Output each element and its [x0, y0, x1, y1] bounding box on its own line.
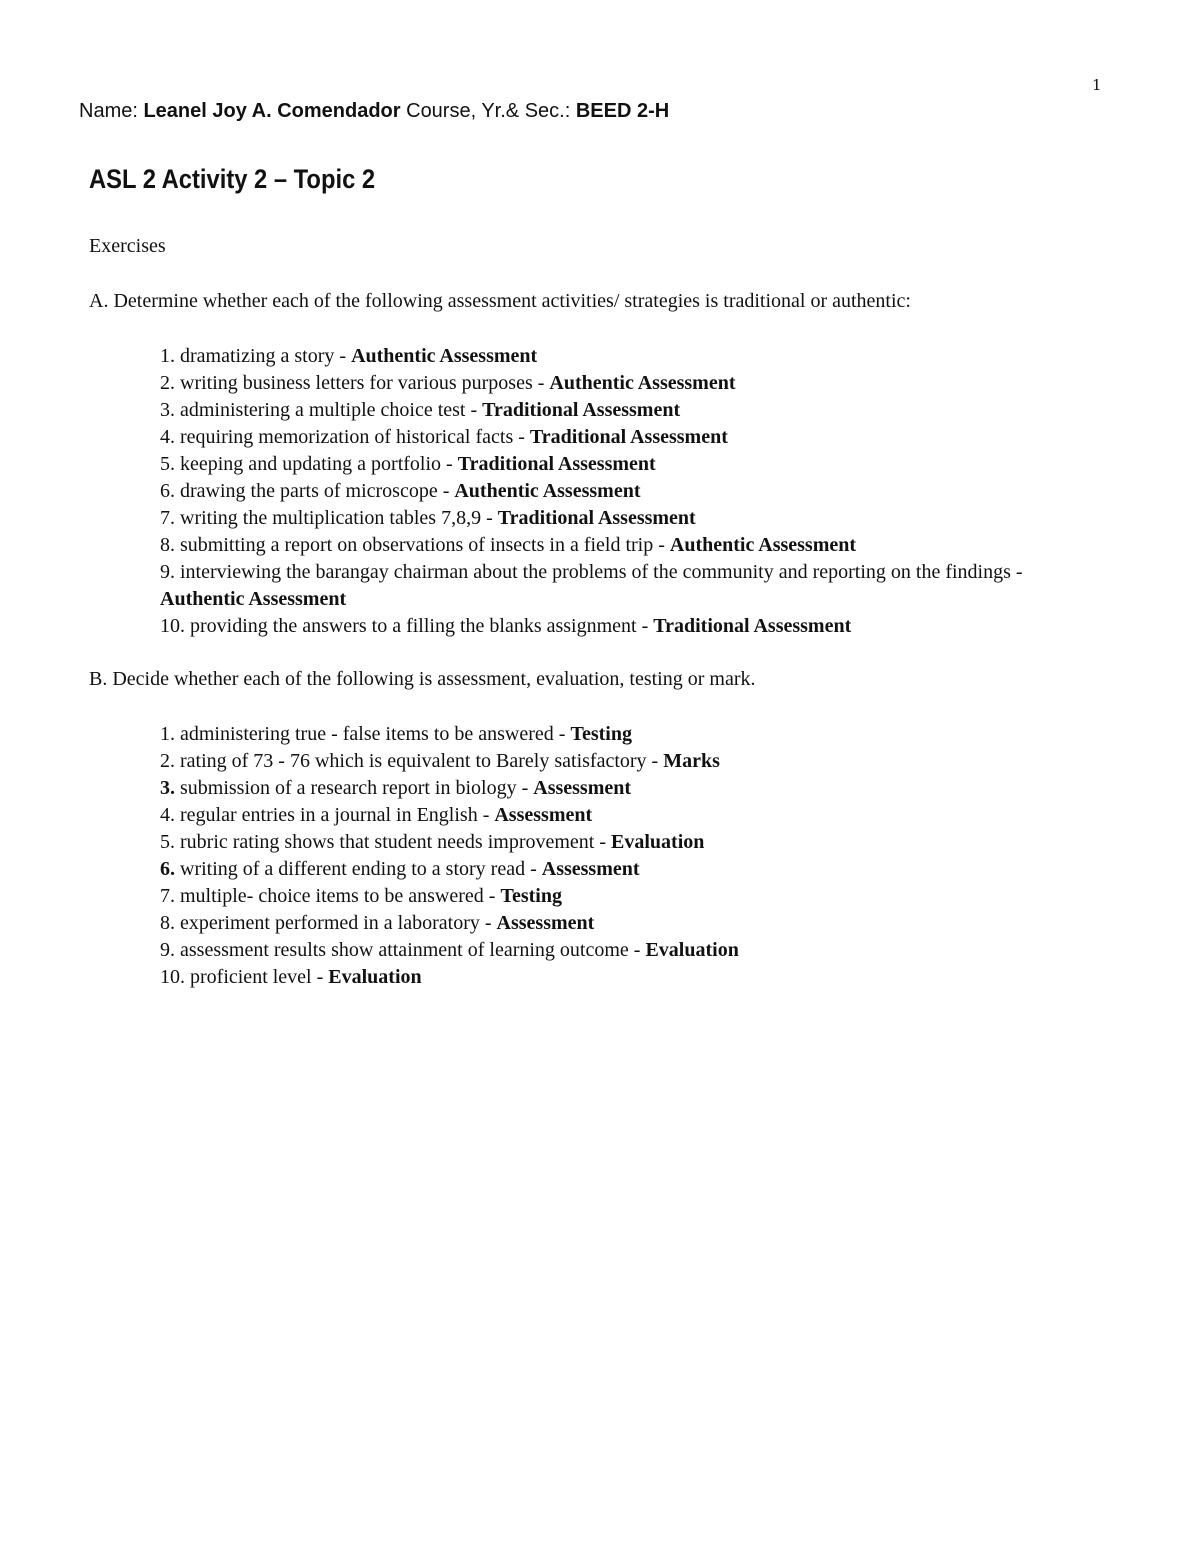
- item-text: writing business letters for various purposes -: [180, 372, 550, 394]
- item-answer: Authentic Assessment: [454, 480, 641, 502]
- item-number: 8.: [160, 912, 180, 934]
- item-text: administering true - false items to be answered -: [180, 723, 571, 745]
- section-a-list: [160, 343, 1100, 640]
- course-label: Course, Yr.& Sec.:: [400, 100, 576, 122]
- item-answer: Evaluation: [645, 939, 739, 961]
- item-answer: Traditional Assessment: [653, 615, 852, 637]
- item-text: submitting a report on observations of insects in a field trip -: [180, 534, 670, 556]
- item-number: 9.: [160, 939, 180, 961]
- list-item: [160, 910, 1100, 937]
- item-answer: Traditional Assessment: [497, 507, 696, 529]
- item-number: 2.: [160, 372, 180, 394]
- exercises-heading: Exercises: [89, 235, 166, 257]
- list-item: [160, 424, 1100, 451]
- section-b-prompt: B. Decide whether each of the following is assessment, evaluation, testing or mark.: [89, 668, 756, 690]
- item-answer: Testing: [570, 723, 632, 745]
- section-b-list: [160, 721, 1100, 991]
- list-item: [160, 775, 1100, 802]
- item-number: 5.: [160, 453, 180, 475]
- item-number: 7.: [160, 507, 180, 529]
- name-label: Name:: [79, 100, 144, 122]
- item-text: rating of 73 - 76 which is equivalent to Barely satisfactory -: [180, 750, 664, 772]
- item-text: writing of a different ending to a story read -: [180, 858, 542, 880]
- item-number: 6.: [160, 858, 180, 880]
- item-number: 8.: [160, 534, 180, 556]
- list-item: [160, 559, 1100, 613]
- item-answer: Traditional Assessment: [529, 426, 728, 448]
- item-answer: Authentic Assessment: [351, 345, 538, 367]
- item-text: administering a multiple choice test -: [180, 399, 483, 421]
- list-item: [160, 370, 1100, 397]
- item-number: 9.: [160, 561, 180, 583]
- item-answer: Authentic Assessment: [160, 588, 347, 610]
- list-item: [160, 532, 1100, 559]
- item-text: keeping and updating a portfolio -: [180, 453, 458, 475]
- list-item: [160, 451, 1100, 478]
- student-info-line: [79, 100, 669, 123]
- item-text: regular entries in a journal in English -: [180, 804, 495, 826]
- item-answer: Testing: [500, 885, 562, 907]
- item-text: interviewing the barangay chairman about the problems of the community and reporting on the findings -: [180, 561, 1023, 583]
- item-answer: Traditional Assessment: [457, 453, 656, 475]
- list-item: [160, 937, 1100, 964]
- item-number: 1.: [160, 723, 180, 745]
- item-text: proficient level -: [190, 966, 329, 988]
- list-item: [160, 505, 1100, 532]
- item-answer: Authentic Assessment: [669, 534, 857, 556]
- section-a-prompt: A. Determine whether each of the following assessment activities/ strategies is traditional or authentic:: [89, 290, 911, 312]
- item-answer: Assessment: [541, 858, 640, 880]
- item-text: providing the answers to a filling the blanks assignment -: [190, 615, 654, 637]
- item-text: multiple- choice items to be answered -: [180, 885, 501, 907]
- page-title: ASL 2 Activity 2 – Topic 2: [89, 164, 376, 194]
- list-item: [160, 478, 1100, 505]
- list-item: [160, 343, 1100, 370]
- item-number: 3.: [160, 399, 180, 421]
- item-answer: Assessment: [494, 804, 593, 826]
- list-item: [160, 721, 1100, 748]
- item-text: drawing the parts of microscope -: [180, 480, 455, 502]
- item-number: 3.: [160, 777, 180, 799]
- list-item: [160, 856, 1100, 883]
- list-item: [160, 964, 1100, 991]
- item-answer: Authentic Assessment: [549, 372, 736, 394]
- item-text: submission of a research report in biology -: [180, 777, 534, 799]
- item-answer: Evaluation: [611, 831, 705, 853]
- item-answer: Marks: [663, 750, 720, 772]
- list-item: [160, 829, 1100, 856]
- item-text: experiment performed in a laboratory -: [180, 912, 497, 934]
- item-number: 2.: [160, 750, 180, 772]
- item-number: 7.: [160, 885, 180, 907]
- list-item: [160, 397, 1100, 424]
- item-number: 4.: [160, 426, 180, 448]
- item-number: 6.: [160, 480, 180, 502]
- item-answer: Evaluation: [328, 966, 422, 988]
- item-text: rubric rating shows that student needs improvement -: [180, 831, 612, 853]
- item-answer: Assessment: [496, 912, 595, 934]
- list-item: [160, 748, 1100, 775]
- item-number: 5.: [160, 831, 180, 853]
- item-text: assessment results show attainment of learning outcome -: [180, 939, 646, 961]
- item-answer: Traditional Assessment: [482, 399, 681, 421]
- item-number: 4.: [160, 804, 180, 826]
- item-number: 10.: [160, 966, 190, 988]
- list-item: [160, 883, 1100, 910]
- course-section: BEED 2-H: [575, 100, 670, 122]
- item-number: 1.: [160, 345, 180, 367]
- list-item: [160, 802, 1100, 829]
- item-text: dramatizing a story -: [180, 345, 352, 367]
- item-answer: Assessment: [533, 777, 632, 799]
- page-number: 1: [1092, 76, 1102, 94]
- item-number: 10.: [160, 615, 190, 637]
- list-item: [160, 613, 1100, 640]
- item-text: writing the multiplication tables 7,8,9 -: [180, 507, 498, 529]
- student-name: Leanel Joy A. Comendador: [143, 100, 401, 122]
- item-text: requiring memorization of historical facts -: [180, 426, 530, 448]
